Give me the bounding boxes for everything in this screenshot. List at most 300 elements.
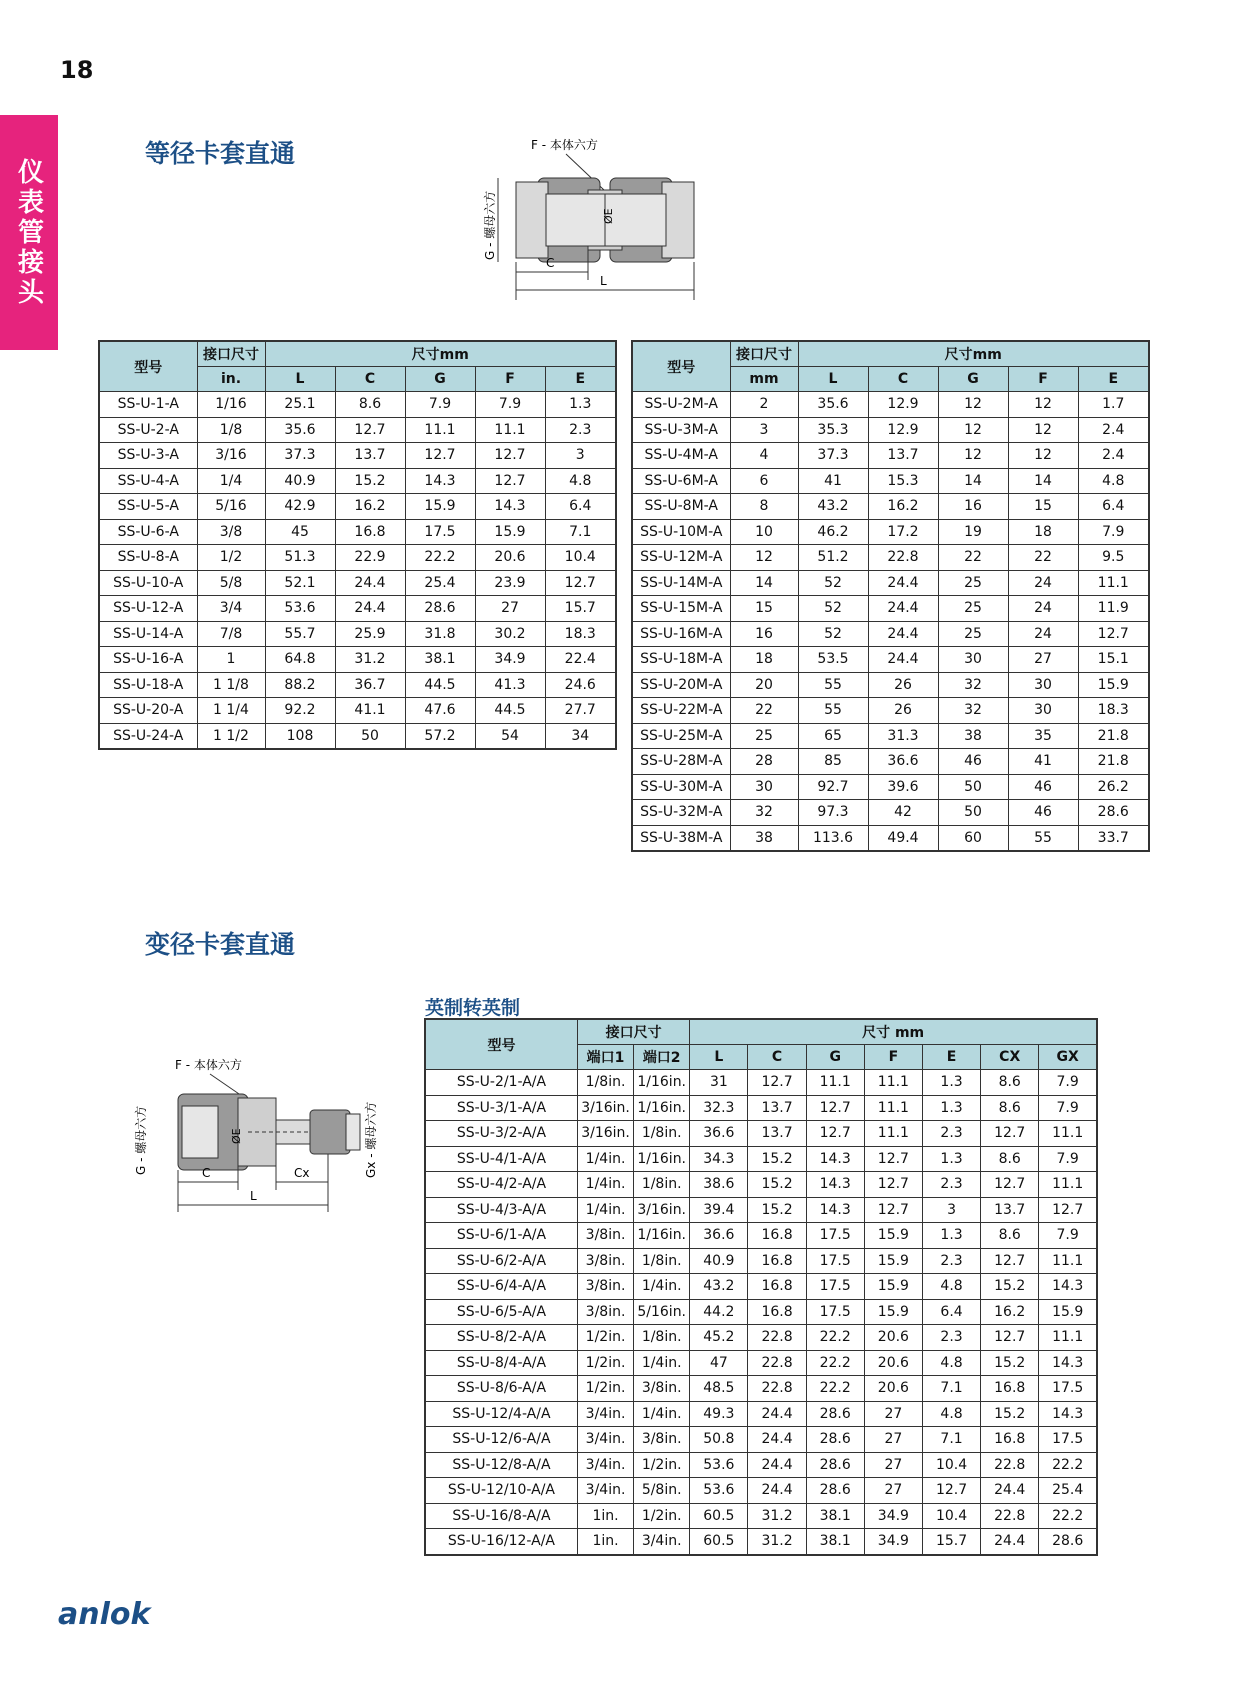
table-cell: 4.8 [545, 468, 616, 494]
sub-title-imperial: 英制转英制 [425, 997, 521, 1019]
table-cell: 41 [1008, 749, 1078, 775]
table-cell: 1.3 [922, 1223, 980, 1249]
table-cell: 14.3 [1039, 1350, 1097, 1376]
table-cell: 1/8 [197, 417, 265, 443]
table-cell: 24.4 [868, 621, 938, 647]
table-cell: 31.3 [868, 723, 938, 749]
table-cell: 44.5 [405, 672, 475, 698]
table-cell: 25 [938, 596, 1008, 622]
table-row [425, 1478, 1097, 1504]
table-cell: SS-U-20M-A [632, 672, 730, 698]
table-cell: 12.7 [981, 1172, 1039, 1198]
table-row [632, 647, 1149, 673]
table-cell: 45 [265, 519, 335, 545]
table-cell: 3/4in. [577, 1452, 633, 1478]
table-cell: 4 [730, 443, 798, 469]
table-cell: 11.1 [864, 1070, 922, 1096]
table-cell: 3/4 [197, 596, 265, 622]
table-cell: 16.2 [335, 494, 405, 520]
table-cell: 25 [730, 723, 798, 749]
table-cell: 15.7 [922, 1529, 980, 1555]
table-cell: 22.2 [1039, 1452, 1097, 1478]
table-cell: 65 [798, 723, 868, 749]
table-cell: 11.1 [1078, 570, 1149, 596]
table-row [425, 1248, 1097, 1274]
table-cell: 4.8 [922, 1350, 980, 1376]
table-cell: 22.9 [335, 545, 405, 571]
table-cell: 3/16in. [634, 1197, 690, 1223]
table-cell: 48.5 [690, 1376, 748, 1402]
header-port: 接口尺寸 [730, 341, 798, 367]
table-cell: 7/8 [197, 621, 265, 647]
table-cell: 38.1 [806, 1529, 864, 1555]
table-cell: 97.3 [798, 800, 868, 826]
table-cell: 36.6 [690, 1223, 748, 1249]
table-cell: 27 [864, 1452, 922, 1478]
table-cell: 11.9 [1078, 596, 1149, 622]
label-e: ØE [230, 1128, 243, 1144]
table-cell: 7.9 [1039, 1223, 1097, 1249]
table-cell: SS-U-12/8-A/A [425, 1452, 577, 1478]
table-cell: 53.6 [690, 1452, 748, 1478]
table-cell: 10.4 [922, 1452, 980, 1478]
table-cell: 15 [730, 596, 798, 622]
header-col-l: L [798, 367, 868, 392]
table-row [425, 1095, 1097, 1121]
label-c: C [546, 256, 555, 270]
side-tab [0, 115, 58, 350]
table-cell: 22 [730, 698, 798, 724]
table-cell: 30.2 [475, 621, 545, 647]
table-cell: 15.2 [981, 1350, 1039, 1376]
header-col-g: G [806, 1045, 864, 1070]
table-cell: 55 [798, 698, 868, 724]
table-cell: 24.4 [748, 1427, 806, 1453]
table-cell: 26.2 [1078, 774, 1149, 800]
table-cell: 60.5 [690, 1529, 748, 1555]
table-cell: 24.4 [335, 596, 405, 622]
table-cell: 6.4 [545, 494, 616, 520]
table-cell: 8.6 [981, 1146, 1039, 1172]
table-cell: 11.1 [864, 1121, 922, 1147]
table-cell: 2.4 [1078, 443, 1149, 469]
table-cell: 23.9 [475, 570, 545, 596]
table-cell: 10.4 [922, 1503, 980, 1529]
table-cell: 42.9 [265, 494, 335, 520]
header-col-c: C [748, 1045, 806, 1070]
table-cell: SS-U-12/10-A/A [425, 1478, 577, 1504]
header-port: 接口尺寸 [197, 341, 265, 367]
header-port: 接口尺寸 [577, 1019, 689, 1045]
label-f: F - 本体六方 [531, 138, 598, 152]
table-row [425, 1529, 1097, 1555]
table-row [425, 1197, 1097, 1223]
table-cell: 52 [798, 596, 868, 622]
header-col-c: C [868, 367, 938, 392]
table-cell: 12.7 [981, 1121, 1039, 1147]
table-cell: 4.8 [922, 1401, 980, 1427]
section-title-reducing: 变径卡套直通 [145, 930, 296, 959]
table-cell: 21.8 [1078, 749, 1149, 775]
table-cell: SS-U-4/1-A/A [425, 1146, 577, 1172]
table-row [99, 621, 616, 647]
table-cell: 1/8in. [634, 1121, 690, 1147]
table-cell: SS-U-3M-A [632, 417, 730, 443]
table-cell: SS-U-10-A [99, 570, 197, 596]
table-cell: 50 [938, 800, 1008, 826]
table-row [99, 468, 616, 494]
table-cell: 11.1 [864, 1095, 922, 1121]
table-cell: 1/4in. [634, 1274, 690, 1300]
table-cell: 22 [1008, 545, 1078, 571]
header-col-c: C [335, 367, 405, 392]
table-cell: 19 [938, 519, 1008, 545]
table-cell: 12.7 [545, 570, 616, 596]
label-cx: Cx [294, 1166, 310, 1180]
page-number: 18 [60, 56, 94, 84]
table-cell: 11.1 [475, 417, 545, 443]
table-cell: 2 [730, 392, 798, 418]
header-model: 型号 [99, 341, 197, 392]
table-cell: 22.2 [806, 1325, 864, 1351]
table-cell: 3/4in. [634, 1529, 690, 1555]
table-cell: 24.4 [748, 1478, 806, 1504]
table-cell: 12.7 [864, 1197, 922, 1223]
table-cell: 34.9 [864, 1503, 922, 1529]
table-cell: SS-U-18-A [99, 672, 197, 698]
table-cell: 39.6 [868, 774, 938, 800]
table-cell: 2.4 [1078, 417, 1149, 443]
table-cell: 40.9 [690, 1248, 748, 1274]
table-cell: 24.4 [748, 1452, 806, 1478]
table-cell: 1/8in. [577, 1070, 633, 1096]
table-cell: 27 [864, 1401, 922, 1427]
table-cell: 24.4 [335, 570, 405, 596]
table-cell: 3/16 [197, 443, 265, 469]
table-cell: SS-U-6M-A [632, 468, 730, 494]
table-cell: 12 [938, 443, 1008, 469]
table-cell: SS-U-28M-A [632, 749, 730, 775]
label-f: F - 本体六方 [175, 1058, 242, 1072]
table-cell: 38.1 [806, 1503, 864, 1529]
table-cell: 3/4in. [577, 1401, 633, 1427]
table-cell: 16.8 [748, 1248, 806, 1274]
table-cell: SS-U-30M-A [632, 774, 730, 800]
table-cell: 1.3 [922, 1146, 980, 1172]
table-cell: SS-U-2M-A [632, 392, 730, 418]
table-row [99, 392, 616, 418]
table-cell: 24.4 [868, 596, 938, 622]
table-cell: 22.2 [806, 1350, 864, 1376]
table-cell: 38 [730, 825, 798, 851]
table-cell: 3/8in. [577, 1299, 633, 1325]
table-cell: 36.6 [690, 1121, 748, 1147]
table-cell: 1/2in. [577, 1376, 633, 1402]
table-cell: 12 [938, 417, 1008, 443]
table-cell: 5/16 [197, 494, 265, 520]
table-cell: 43.2 [798, 494, 868, 520]
table-cell: SS-U-3/1-A/A [425, 1095, 577, 1121]
table-cell: 15.9 [475, 519, 545, 545]
table-cell: 12.7 [922, 1478, 980, 1504]
table-cell: 21.8 [1078, 723, 1149, 749]
table-cell: 85 [798, 749, 868, 775]
table-cell: 37.3 [265, 443, 335, 469]
table-row [632, 825, 1149, 851]
table-cell: 1/16in. [634, 1223, 690, 1249]
table-cell: 17.5 [806, 1223, 864, 1249]
table-cell: 1.3 [922, 1070, 980, 1096]
table-cell: 14.3 [806, 1172, 864, 1198]
table-cell: 15.9 [1039, 1299, 1097, 1325]
header-col-f: F [864, 1045, 922, 1070]
table-cell: 12.7 [335, 417, 405, 443]
table-cell: 7.1 [922, 1427, 980, 1453]
table-cell: 51.2 [798, 545, 868, 571]
table-cell: 12.9 [868, 392, 938, 418]
table-row [425, 1503, 1097, 1529]
table-cell: 22.2 [806, 1376, 864, 1402]
table-cell: 15.9 [864, 1274, 922, 1300]
table-row [632, 494, 1149, 520]
table-cell: 55.7 [265, 621, 335, 647]
table-cell: SS-U-8/6-A/A [425, 1376, 577, 1402]
header-col-f: F [1008, 367, 1078, 392]
table-row [425, 1401, 1097, 1427]
table-cell: 15.2 [335, 468, 405, 494]
table-cell: 113.6 [798, 825, 868, 851]
table-cell: 52 [798, 621, 868, 647]
label-l: L [600, 274, 607, 288]
table-cell: 1/16in. [634, 1095, 690, 1121]
table-cell: 22.8 [868, 545, 938, 571]
header-col-g: G [405, 367, 475, 392]
table-row [632, 468, 1149, 494]
table-row [632, 621, 1149, 647]
table-cell: 28.6 [806, 1427, 864, 1453]
equal-union-diagram [476, 130, 736, 310]
table-cell: 14 [1008, 468, 1078, 494]
table-cell: 20 [730, 672, 798, 698]
table-row [425, 1223, 1097, 1249]
table-cell: 12.7 [1078, 621, 1149, 647]
label-l: L [250, 1189, 257, 1203]
table-cell: 24.6 [545, 672, 616, 698]
table-cell: 32.3 [690, 1095, 748, 1121]
table-cell: 47.6 [405, 698, 475, 724]
table-cell: 34.3 [690, 1146, 748, 1172]
table-cell: 1/4in. [577, 1197, 633, 1223]
table-cell: 25.4 [1039, 1478, 1097, 1504]
header-col-l: L [690, 1045, 748, 1070]
table-cell: 14.3 [806, 1197, 864, 1223]
table-cell: 12.9 [868, 417, 938, 443]
table-cell: 60.5 [690, 1503, 748, 1529]
table-row [632, 443, 1149, 469]
table-cell: 15.9 [864, 1299, 922, 1325]
table-cell: SS-U-25M-A [632, 723, 730, 749]
table-cell: SS-U-14M-A [632, 570, 730, 596]
table-row [99, 647, 616, 673]
header-col-g: G [938, 367, 1008, 392]
table-cell: 28.6 [806, 1452, 864, 1478]
table-cell: 27 [1008, 647, 1078, 673]
table-cell: 31.2 [748, 1503, 806, 1529]
table-cell: 1/4in. [634, 1401, 690, 1427]
table-cell: 14.3 [475, 494, 545, 520]
table-row [632, 723, 1149, 749]
table-cell: 28 [730, 749, 798, 775]
table-cell: 6.4 [1078, 494, 1149, 520]
table-row [632, 672, 1149, 698]
label-g: G - 螺母六方 [483, 190, 497, 260]
table-cell: 26 [868, 698, 938, 724]
table-cell: 1/2in. [577, 1325, 633, 1351]
table-cell: 46 [1008, 800, 1078, 826]
table-cell: 12 [1008, 417, 1078, 443]
table-row [99, 545, 616, 571]
table-cell: 35 [1008, 723, 1078, 749]
table-cell: SS-U-16/8-A/A [425, 1503, 577, 1529]
table-cell: 15.2 [981, 1401, 1039, 1427]
table-cell: SS-U-16-A [99, 647, 197, 673]
table-cell: 41.1 [335, 698, 405, 724]
table-cell: 108 [265, 723, 335, 749]
header-dim: 尺寸mm [798, 341, 1149, 367]
table-cell: 18 [1008, 519, 1078, 545]
table-cell: 24.4 [981, 1529, 1039, 1555]
table-cell: 1/4 [197, 468, 265, 494]
table-cell: 16 [730, 621, 798, 647]
table-cell: 14.3 [1039, 1274, 1097, 1300]
table-cell: 24 [1008, 570, 1078, 596]
table-cell: 16.8 [335, 519, 405, 545]
table-row [425, 1325, 1097, 1351]
table-cell: 10 [730, 519, 798, 545]
table-cell: 3/8 [197, 519, 265, 545]
table-row [632, 417, 1149, 443]
table-cell: 3/16in. [577, 1095, 633, 1121]
table-cell: 7.9 [1039, 1070, 1097, 1096]
table-cell: 7.9 [475, 392, 545, 418]
table-cell: 7.9 [405, 392, 475, 418]
table-cell: 1in. [577, 1529, 633, 1555]
table-cell: 31 [690, 1070, 748, 1096]
table-row [425, 1350, 1097, 1376]
table-cell: 18.3 [545, 621, 616, 647]
table-cell: 20.6 [864, 1376, 922, 1402]
table-cell: 32 [938, 698, 1008, 724]
table-row [632, 774, 1149, 800]
table-row [425, 1299, 1097, 1325]
table-cell: 7.9 [1039, 1146, 1097, 1172]
table-cell: 1 [197, 647, 265, 673]
table-cell: 92.7 [798, 774, 868, 800]
table-cell: 1.3 [545, 392, 616, 418]
table-cell: 14 [938, 468, 1008, 494]
table-cell: SS-U-10M-A [632, 519, 730, 545]
table-cell: 22.8 [748, 1325, 806, 1351]
table-row [632, 570, 1149, 596]
table-cell: 12.7 [475, 468, 545, 494]
table-cell: 5/8 [197, 570, 265, 596]
table-cell: SS-U-6/4-A/A [425, 1274, 577, 1300]
table-cell: 2.3 [922, 1172, 980, 1198]
table-cell: SS-U-16M-A [632, 621, 730, 647]
table-cell: 31.2 [335, 647, 405, 673]
table-cell: 26 [868, 672, 938, 698]
table-cell: 4.8 [922, 1274, 980, 1300]
table-cell: 3/4in. [577, 1427, 633, 1453]
table-cell: 12.7 [864, 1172, 922, 1198]
table-cell: 1/4in. [634, 1350, 690, 1376]
table-cell: 33.7 [1078, 825, 1149, 851]
header-col-l: L [265, 367, 335, 392]
table-cell: 27 [864, 1478, 922, 1504]
table-cell: 31.8 [405, 621, 475, 647]
table-cell: 25 [938, 570, 1008, 596]
table-row [99, 672, 616, 698]
table-cell: 40.9 [265, 468, 335, 494]
table-row [425, 1452, 1097, 1478]
side-tab-label: 仪表管接头 [13, 157, 44, 308]
table-cell: 13.7 [748, 1121, 806, 1147]
table-row [99, 723, 616, 749]
table-cell: SS-U-3-A [99, 443, 197, 469]
table-cell: 3/8in. [577, 1274, 633, 1300]
table-cell: 1in. [577, 1503, 633, 1529]
table-cell: 28.6 [405, 596, 475, 622]
table-cell: 25.4 [405, 570, 475, 596]
table-cell: 17.5 [1039, 1427, 1097, 1453]
table-cell: 17.2 [868, 519, 938, 545]
table-cell: 24.4 [748, 1401, 806, 1427]
table-cell: 22.8 [981, 1452, 1039, 1478]
table-cell: 1/2in. [634, 1503, 690, 1529]
table-cell: 34.9 [864, 1529, 922, 1555]
table-cell: 20.6 [864, 1325, 922, 1351]
table-cell: 17.5 [806, 1299, 864, 1325]
table-cell: 55 [798, 672, 868, 698]
table-cell: 11.1 [1039, 1172, 1097, 1198]
table-cell: 30 [1008, 698, 1078, 724]
table-row [425, 1121, 1097, 1147]
table-cell: 2.3 [922, 1325, 980, 1351]
reducing-union-diagram [130, 1050, 400, 1230]
table-cell: 25.1 [265, 392, 335, 418]
table-cell: SS-U-4/2-A/A [425, 1172, 577, 1198]
table-cell: 17.5 [806, 1248, 864, 1274]
table-cell: 1/8in. [634, 1325, 690, 1351]
table-cell: SS-U-8-A [99, 545, 197, 571]
table-cell: SS-U-5-A [99, 494, 197, 520]
equal-union-inch-table [98, 340, 617, 750]
table-cell: 12.7 [806, 1121, 864, 1147]
table-cell: 54 [475, 723, 545, 749]
table-cell: 3 [730, 417, 798, 443]
table-cell: 38.6 [690, 1172, 748, 1198]
table-cell: 12.7 [1039, 1197, 1097, 1223]
table-cell: 15.3 [868, 468, 938, 494]
table-cell: 14 [730, 570, 798, 596]
table-cell: SS-U-3/2-A/A [425, 1121, 577, 1147]
table-cell: 25 [938, 621, 1008, 647]
table-row [425, 1146, 1097, 1172]
table-cell: 15 [1008, 494, 1078, 520]
table-cell: 49.3 [690, 1401, 748, 1427]
table-cell: 1 1/4 [197, 698, 265, 724]
table-row [99, 596, 616, 622]
